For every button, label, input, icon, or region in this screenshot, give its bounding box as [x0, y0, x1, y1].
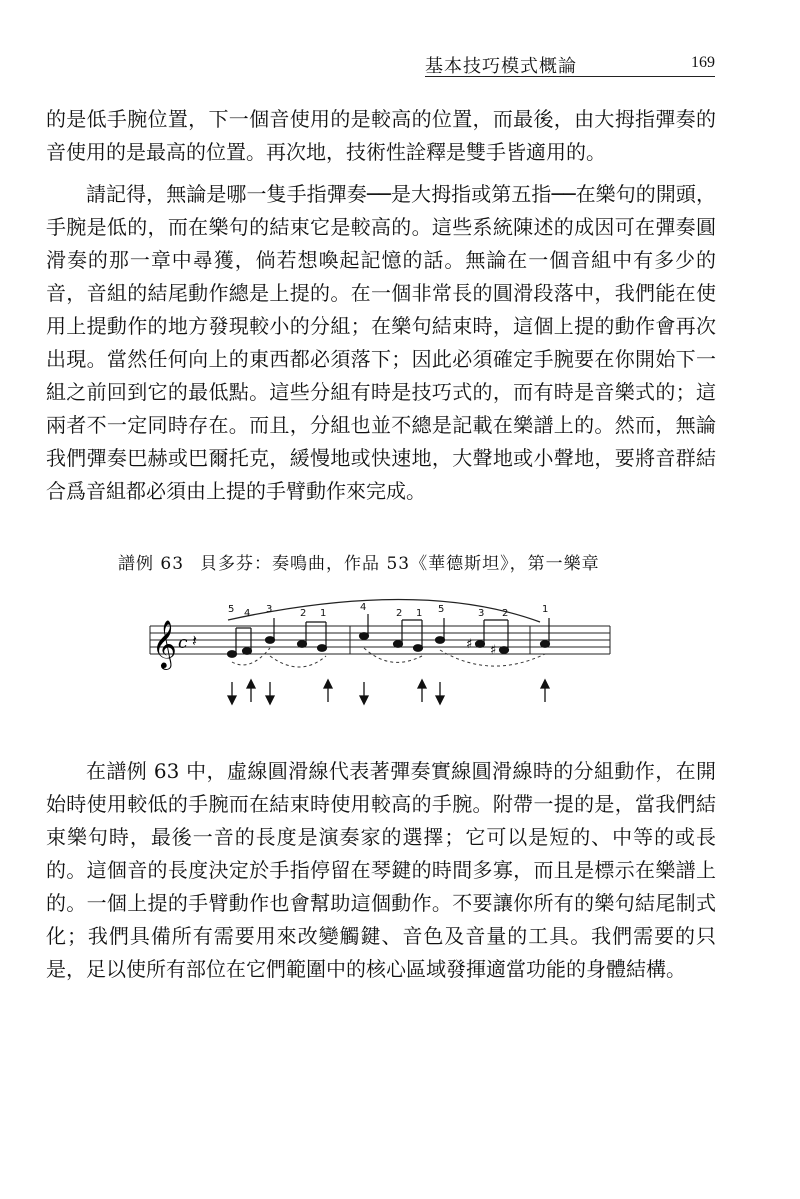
note-head	[414, 645, 423, 652]
grouping-slur-dashed	[270, 656, 326, 667]
sharp-sign: ♯	[490, 643, 497, 658]
note-head	[541, 641, 550, 648]
header-rule	[425, 76, 715, 77]
chapter-title: 基本技巧模式概論	[425, 56, 577, 77]
wrist-arrow-up	[324, 680, 332, 702]
wrist-arrow-down	[436, 682, 444, 704]
fingering: 3	[478, 608, 485, 619]
fingering: 2	[502, 608, 509, 619]
fingering: 3	[266, 604, 273, 615]
fingering: 1	[320, 608, 327, 619]
fingering: 4	[244, 608, 251, 619]
quarter-rest: 𝄽	[192, 631, 197, 650]
note-head	[243, 648, 252, 655]
example-composer: 貝多芬：	[200, 554, 273, 574]
page-number: 169	[691, 54, 715, 71]
note-head	[228, 651, 237, 658]
wrist-arrow-down	[360, 682, 368, 704]
fingering: 1	[542, 604, 549, 615]
example-title: 奏鳴曲，作品 53《華德斯坦》，第一樂章	[272, 554, 600, 574]
sharp-sign: ♯	[466, 637, 473, 652]
fingering: 5	[228, 604, 235, 615]
running-header	[425, 52, 715, 78]
example-caption	[118, 549, 600, 574]
note-head	[318, 645, 327, 652]
note-head	[360, 633, 369, 640]
time-signature: c	[178, 633, 188, 653]
note-head	[476, 641, 485, 648]
wrist-arrow-down	[266, 682, 274, 704]
wrist-arrow-up	[541, 680, 549, 702]
fingering: 5	[438, 604, 445, 615]
staff-lines	[150, 626, 610, 654]
wrist-arrow-down	[228, 682, 236, 704]
phrase-slur	[228, 599, 540, 622]
note-head	[500, 647, 509, 654]
note-head	[298, 641, 307, 648]
fingering: 2	[396, 608, 403, 619]
paragraph-1: 的是低手腕位置，下一個音使用的是較高的位置，而最後，由大拇指彈奏的音使用的是最高的位置。再次地，技術性詮釋是雙手皆適用的。	[46, 107, 716, 164]
wrist-arrow-up	[247, 680, 255, 702]
note-head	[436, 637, 445, 644]
treble-clef: 𝄞	[152, 619, 177, 668]
paragraph-2: 請記得，無論是哪一隻手指彈奏──是大拇指或第五指──在樂句的開頭，手腕是低的，而在樂句的結束它是較高的。這些系統陳述的成因可在彈奏圓滑奏的那一章中尋獲，倘若想喚起記憶的話。無論在一個音組中有多少的音，音組的結尾動作總是上提的。在一個非常長的圓滑段落中，我們能在使用上提動作的地方發現較小的分組；在樂句結束時，這個上提的動作會再次出現。當然任何向上的東西都必須落下；因此必須確定手腕要在你開始下一組之前回到它的最低點。這些分組有時是技巧式的，而有時是音樂式的；這兩者不一定同時存在。而且，分組也並不總是記載在樂譜上的。然而，無論我們彈奏巴赫或巴爾托克，緩慢地或快速地，大聲地或小聲地，要將音群結合爲音組都必須由上提的手臂動作來完成。	[46, 182, 716, 503]
note-head	[394, 641, 403, 648]
fingering: 1	[416, 608, 423, 619]
music-score	[140, 598, 620, 710]
fingering: 2	[300, 608, 307, 619]
example-label: 譜例 63	[118, 554, 185, 574]
wrist-arrow-up	[418, 680, 426, 702]
paragraph-3: 在譜例 63 中，虛線圓滑線代表著彈奏實線圓滑線時的分組動作，在開始時使用較低的手腕而在結束時使用較高的手腕。附帶一提的是，當我們結束樂句時，最後一音的長度是演奏家的選擇；它可以是短的、中等的或長的。這個音的長度決定於手指停留在琴鍵的時間多寡，而且是標示在樂譜上的。一個上提的手臂動作也會幫助這個動作。不要讓你所有的樂句結尾制式化；我們具備所有需要用來改變觸鍵、音色及音量的工具。我們需要的只是，足以使所有部位在它們範圍中的核心區域發揮適當功能的身體結構。	[46, 759, 716, 981]
note-head	[266, 637, 275, 644]
grouping-slur-dashed	[364, 648, 422, 662]
fingering: 4	[360, 602, 367, 613]
